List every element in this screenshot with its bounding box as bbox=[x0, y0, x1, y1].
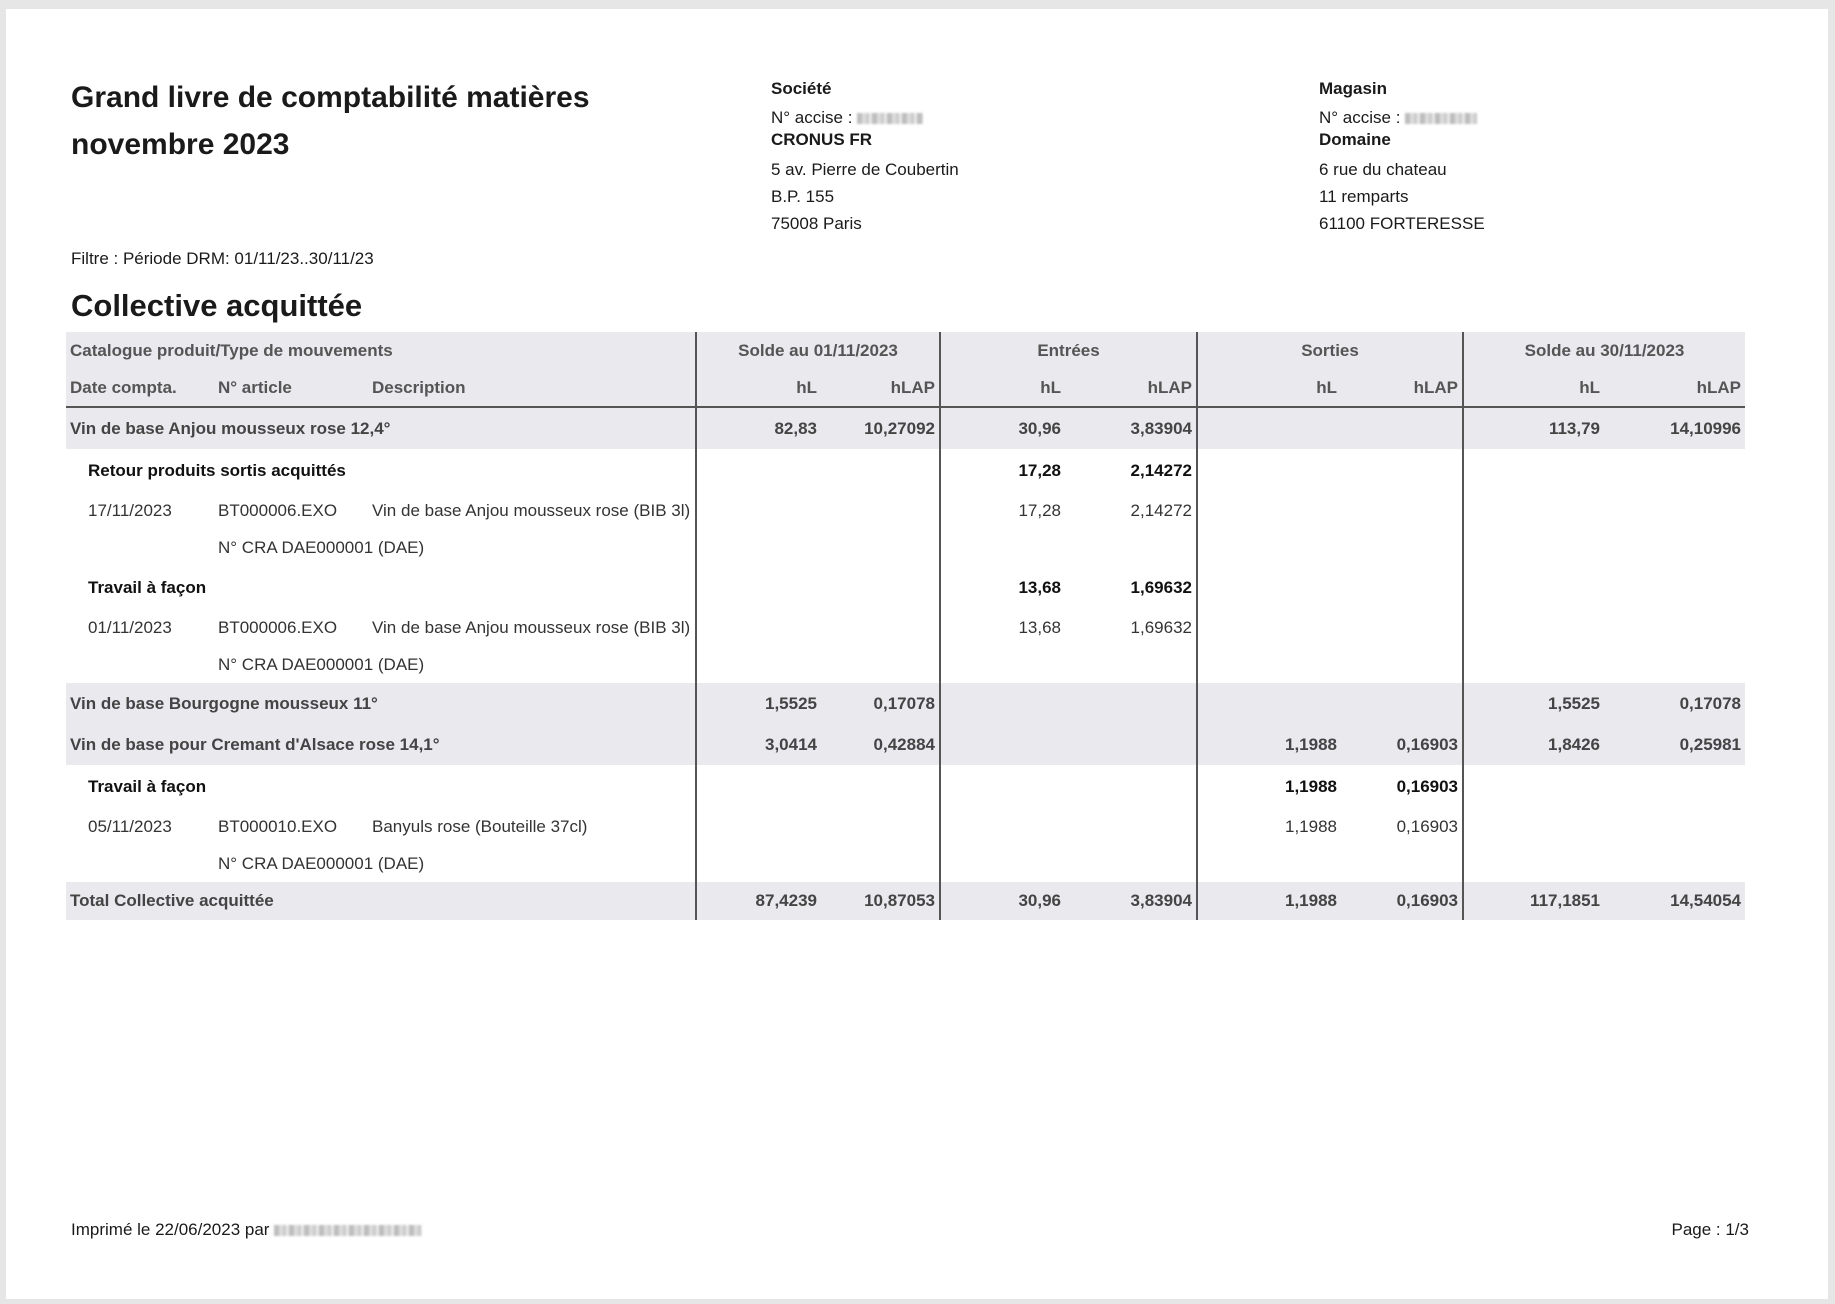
header-hl: hL bbox=[696, 369, 821, 407]
warehouse-excise bbox=[1319, 104, 1485, 130]
cell-solde-fin-hl: 1,8426 bbox=[1463, 724, 1604, 765]
cell-article: BT000010.EXO bbox=[218, 816, 338, 836]
product-name: Vin de base pour Cremant d'Alsace rose 14,1° bbox=[70, 734, 440, 754]
warehouse-address1: 6 rue du chateau bbox=[1319, 160, 1447, 179]
cell-sorties-hl: 1,1988 bbox=[1197, 724, 1341, 765]
company-address2: B.P. 155 bbox=[771, 187, 835, 206]
header-solde-fin: Solde au 30/11/2023 bbox=[1463, 332, 1745, 369]
warehouse-label: Magasin bbox=[1319, 79, 1388, 98]
cell-description: Banyuls rose (Bouteille 37cl) bbox=[372, 816, 588, 836]
cell-solde-debut-hl: 1,5525 bbox=[696, 683, 821, 724]
ledger-line-row bbox=[66, 492, 1745, 529]
header-hl: hL bbox=[940, 369, 1065, 407]
cell-sorties-hl bbox=[1197, 407, 1341, 449]
cell-sorties-hlap bbox=[1341, 407, 1463, 449]
cra-row bbox=[66, 845, 1745, 882]
cell-solde-debut-hl: 82,83 bbox=[696, 407, 821, 449]
product-row bbox=[66, 683, 1745, 724]
ledger-table bbox=[66, 332, 1745, 920]
redacted-warehouse-excise bbox=[1405, 113, 1477, 124]
total-label: Total Collective acquittée bbox=[70, 891, 274, 910]
cell-sorties-hlap: 0,16903 bbox=[1396, 734, 1459, 754]
product-name: Vin de base Anjou mousseux rose 12,4° bbox=[70, 418, 391, 438]
cell-sorties-hlap: 0,16903 bbox=[1396, 816, 1459, 836]
header-hl: hL bbox=[1463, 369, 1604, 407]
section-title: Collective acquittée bbox=[71, 288, 363, 323]
movement-type-row bbox=[66, 765, 1745, 808]
cell-entrees-hl: 17,28 bbox=[940, 449, 1065, 492]
cell-entrees-hl: 30,96 bbox=[940, 882, 1065, 920]
header-hlap: hLAP bbox=[1341, 369, 1463, 407]
cell-date: 17/11/2023 bbox=[88, 500, 172, 520]
total-row bbox=[66, 882, 1745, 920]
cell-article: BT000006.EXO bbox=[218, 500, 338, 520]
company-name: CRONUS FR bbox=[771, 130, 873, 149]
company-block bbox=[771, 79, 959, 237]
movement-type-name: Travail à façon bbox=[88, 577, 207, 597]
ledger-line-row bbox=[66, 808, 1745, 845]
cell-cra: N° CRA DAE000001 (DAE) bbox=[218, 654, 425, 674]
footer-page: Page : 1/3 bbox=[1671, 1220, 1749, 1239]
cell-solde-debut-hlap: 0,42884 bbox=[873, 734, 935, 754]
cell-solde-fin-hlap: 14,54054 bbox=[1670, 891, 1742, 910]
cell-date: 01/11/2023 bbox=[88, 617, 172, 637]
company-address1: 5 av. Pierre de Coubertin bbox=[771, 160, 959, 179]
cell-sorties-hl: 1,1988 bbox=[1197, 808, 1341, 845]
filter-text: Filtre : Période DRM: 01/11/23..30/11/23 bbox=[71, 249, 374, 268]
cell-entrees-hlap: 3,83904 bbox=[1130, 891, 1192, 910]
header-date: Date compta. bbox=[66, 369, 214, 407]
header-hlap: hLAP bbox=[1065, 369, 1197, 407]
movement-type-name: Retour produits sortis acquittés bbox=[88, 460, 346, 480]
product-row bbox=[66, 724, 1745, 765]
cell-entrees-hl: 17,28 bbox=[940, 492, 1065, 529]
warehouse-excise-label: N° accise : bbox=[1319, 108, 1401, 127]
cell-sorties-hl: 1,1988 bbox=[1197, 765, 1341, 808]
warehouse-address3: 61100 FORTERESSE bbox=[1319, 214, 1485, 233]
movement-type-name: Travail à façon bbox=[88, 776, 207, 796]
header-sorties: Sorties bbox=[1197, 332, 1463, 369]
cell-entrees-hl: 30,96 bbox=[940, 407, 1065, 449]
company-excise bbox=[771, 104, 959, 130]
cell-article: BT000006.EXO bbox=[218, 617, 338, 637]
cell-sorties-hlap: 0,16903 bbox=[1396, 891, 1459, 910]
ledger-line-row bbox=[66, 609, 1745, 646]
cell-entrees-hlap: 2,14272 bbox=[1130, 500, 1192, 520]
redacted-user bbox=[274, 1225, 422, 1236]
movement-type-row bbox=[66, 449, 1745, 492]
cell-cra: N° CRA DAE000001 (DAE) bbox=[218, 853, 425, 873]
product-row bbox=[66, 407, 1745, 449]
header-hlap: hLAP bbox=[1604, 369, 1745, 407]
cell-solde-debut-hl: 87,4239 bbox=[696, 882, 821, 920]
cell-solde-fin-hl: 113,79 bbox=[1463, 407, 1604, 449]
cell-sorties-hl: 1,1988 bbox=[1197, 882, 1341, 920]
cell-entrees-hlap: 1,69632 bbox=[1130, 577, 1192, 597]
cell-date: 05/11/2023 bbox=[88, 816, 172, 836]
cell-description: Vin de base Anjou mousseux rose (BIB 3l) bbox=[372, 500, 691, 520]
cell-entrees-hl: 13,68 bbox=[940, 609, 1065, 646]
cell-solde-debut-hl: 3,0414 bbox=[696, 724, 821, 765]
header-row-1 bbox=[66, 332, 1745, 369]
cell-entrees-hlap: 1,69632 bbox=[1130, 617, 1192, 637]
header-catalogue: Catalogue produit/Type de mouvements bbox=[70, 340, 393, 360]
cell-sorties-hlap: 0,16903 bbox=[1396, 776, 1459, 796]
report-title-line2: novembre 2023 bbox=[71, 128, 290, 161]
header-row-2 bbox=[66, 369, 1745, 407]
company-label: Société bbox=[771, 79, 832, 98]
cell-solde-debut-hlap: 0,17078 bbox=[873, 693, 935, 713]
cell-solde-fin-hlap: 0,17078 bbox=[1679, 693, 1742, 713]
cra-row bbox=[66, 529, 1745, 566]
footer-printed bbox=[71, 1220, 422, 1240]
cell-entrees-hlap: 2,14272 bbox=[1130, 460, 1192, 480]
company-excise-label: N° accise : bbox=[771, 108, 853, 127]
warehouse-block bbox=[1319, 79, 1485, 237]
cell-solde-debut-hlap: 10,87053 bbox=[864, 891, 935, 910]
cell-solde-fin-hlap: 0,25981 bbox=[1679, 734, 1742, 754]
header-solde-debut: Solde au 01/11/2023 bbox=[696, 332, 940, 369]
cell-solde-fin-hl: 1,5525 bbox=[1463, 683, 1604, 724]
product-name: Vin de base Bourgogne mousseux 11° bbox=[70, 693, 378, 713]
report-title-line1: Grand livre de comptabilité matières bbox=[71, 81, 590, 114]
cell-cra: N° CRA DAE000001 (DAE) bbox=[218, 537, 425, 557]
cell-entrees-hl: 13,68 bbox=[940, 566, 1065, 609]
cell-solde-fin-hlap: 14,10996 bbox=[1670, 418, 1742, 438]
report-title bbox=[71, 74, 590, 168]
header-hlap: hLAP bbox=[821, 369, 940, 407]
redacted-company-excise bbox=[857, 113, 923, 124]
report-page bbox=[6, 9, 1828, 1299]
movement-type-row bbox=[66, 566, 1745, 609]
cell-entrees-hlap: 3,83904 bbox=[1130, 418, 1192, 438]
warehouse-name: Domaine bbox=[1319, 130, 1391, 149]
header-entrees: Entrées bbox=[940, 332, 1197, 369]
cra-row bbox=[66, 646, 1745, 683]
footer-printed-text: Imprimé le 22/06/2023 par bbox=[71, 1220, 270, 1239]
cell-solde-fin-hl: 117,1851 bbox=[1463, 882, 1604, 920]
header-description: Description bbox=[368, 369, 696, 407]
cell-description: Vin de base Anjou mousseux rose (BIB 3l) bbox=[372, 617, 691, 637]
warehouse-address2: 11 remparts bbox=[1319, 187, 1409, 206]
company-address3: 75008 Paris bbox=[771, 214, 862, 233]
header-article: N° article bbox=[214, 369, 368, 407]
cell-solde-debut-hlap: 10,27092 bbox=[864, 418, 935, 438]
header-hl: hL bbox=[1197, 369, 1341, 407]
